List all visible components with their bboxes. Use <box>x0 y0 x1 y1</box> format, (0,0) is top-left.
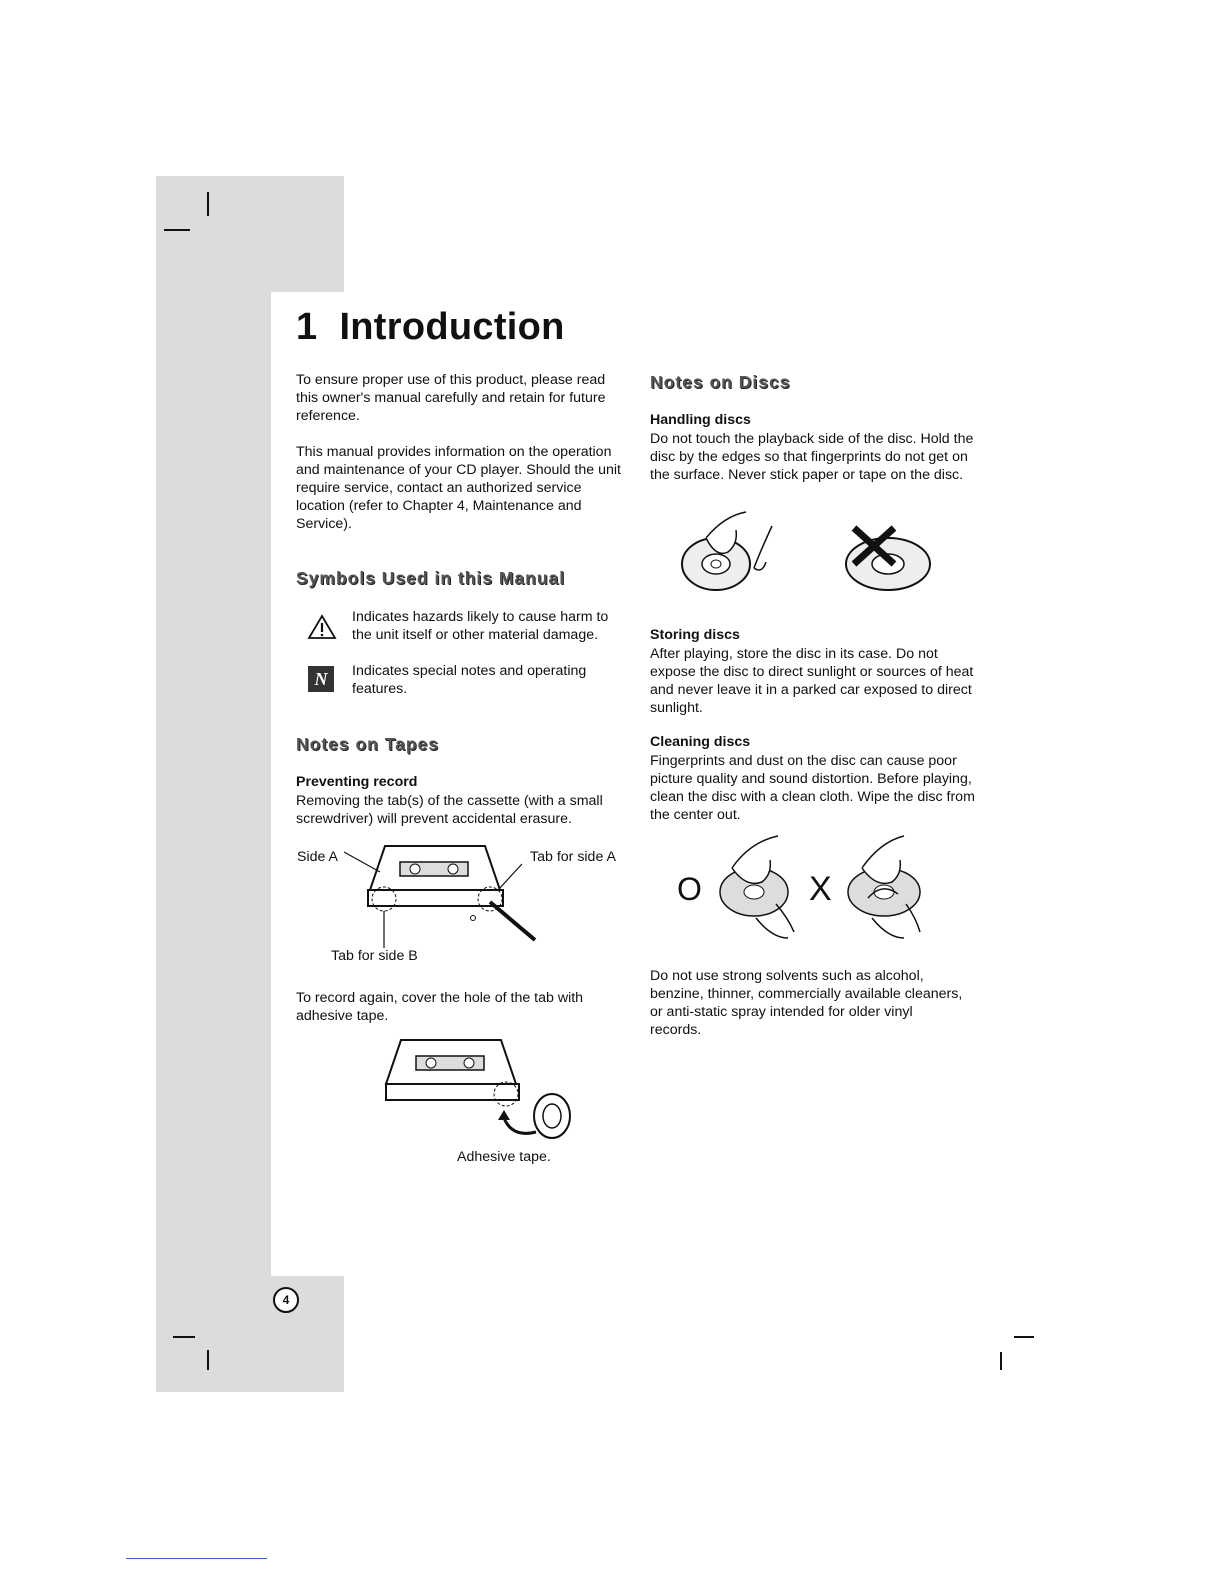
chapter-number: 1 <box>296 306 318 348</box>
disc-wipe-wrong-illustration <box>842 834 934 942</box>
warning-triangle-icon <box>308 614 336 640</box>
cleaning-discs-text: Fingerprints and dust on the disc can cause poor picture quality and sound distortion. Before playing, clean the disc with a clean cloth. Wipe the disc from the center out. <box>650 753 975 823</box>
mark-correct: O <box>677 871 702 907</box>
page-number: 4 <box>273 1287 299 1313</box>
preventing-record-text: Removing the tab(s) of the cassette (with a small screwdriver) will prevent accidental erasure. <box>296 793 603 827</box>
margin-band-top <box>156 176 344 292</box>
crop-mark <box>164 229 190 231</box>
crop-mark <box>1014 1336 1034 1338</box>
label-adhesive-tape: Adhesive tape. <box>457 1149 551 1165</box>
intro-paragraph-1: To ensure proper use of this product, please read this owner's manual carefully and retain for future reference. <box>296 372 606 424</box>
intro-paragraph-2: This manual provides information on the operation and maintenance of your CD player. Should the unit require service, contact an authorized service location (refer to Chapter 4, Maintenance and Service). <box>296 444 621 532</box>
note-icon <box>308 666 334 692</box>
tapes-heading: Notes on Tapes <box>296 734 440 754</box>
mark-wrong: X <box>809 870 832 908</box>
preventing-record-title: Preventing record <box>296 774 418 790</box>
label-side-a: Side A <box>297 849 339 865</box>
storing-discs-text: After playing, store the disc in its case. Do not expose the disc to direct sunlight or sources of heat and never leave it in a parked car exposed to direct sunlight. <box>650 646 974 716</box>
discs-heading: Notes on Discs <box>650 372 791 392</box>
crop-mark <box>1000 1352 1002 1370</box>
crop-mark <box>207 1350 209 1370</box>
symbol-warning-text: Indicates hazards likely to cause harm to the unit itself or other material damage. <box>352 609 609 643</box>
disc-hold-wrong-illustration <box>842 524 934 594</box>
label-tab-for-side-a: Tab for side A <box>530 849 616 865</box>
solvents-warning-text: Do not use strong solvents such as alcohol, benzine, thinner, commercially available cleaners, or anti-static spray intended for older vinyl records. <box>650 968 963 1038</box>
disc-wipe-correct-illustration <box>716 834 806 942</box>
handling-discs-text: Do not touch the playback side of the disc. Hold the disc by the edges so that fingerprints do not get on the surface. Never stick paper or tape on the disc. <box>650 431 974 483</box>
symbols-heading: Symbols Used in this Manual <box>296 568 566 588</box>
chapter-title: Introduction <box>339 306 565 348</box>
storing-discs-title: Storing discs <box>650 627 740 643</box>
chapter-heading <box>296 306 565 349</box>
margin-band-left <box>156 292 271 1276</box>
svg-text:N: N <box>314 669 328 689</box>
label-tab-for-side-b: Tab for side B <box>331 948 418 964</box>
handling-discs-title: Handling discs <box>650 412 751 428</box>
symbol-note-text: Indicates special notes and operating features. <box>352 663 587 697</box>
cassette-tab-illustration <box>340 842 550 952</box>
bottom-rule <box>126 1558 267 1559</box>
cleaning-discs-title: Cleaning discs <box>650 734 751 750</box>
cassette-adhesive-illustration <box>384 1036 576 1144</box>
record-again-text: To record again, cover the hole of the tab with adhesive tape. <box>296 990 584 1024</box>
disc-hold-correct-illustration <box>676 508 786 594</box>
crop-mark <box>173 1336 195 1338</box>
margin-band-bottom <box>156 1276 344 1392</box>
crop-mark <box>207 192 209 216</box>
